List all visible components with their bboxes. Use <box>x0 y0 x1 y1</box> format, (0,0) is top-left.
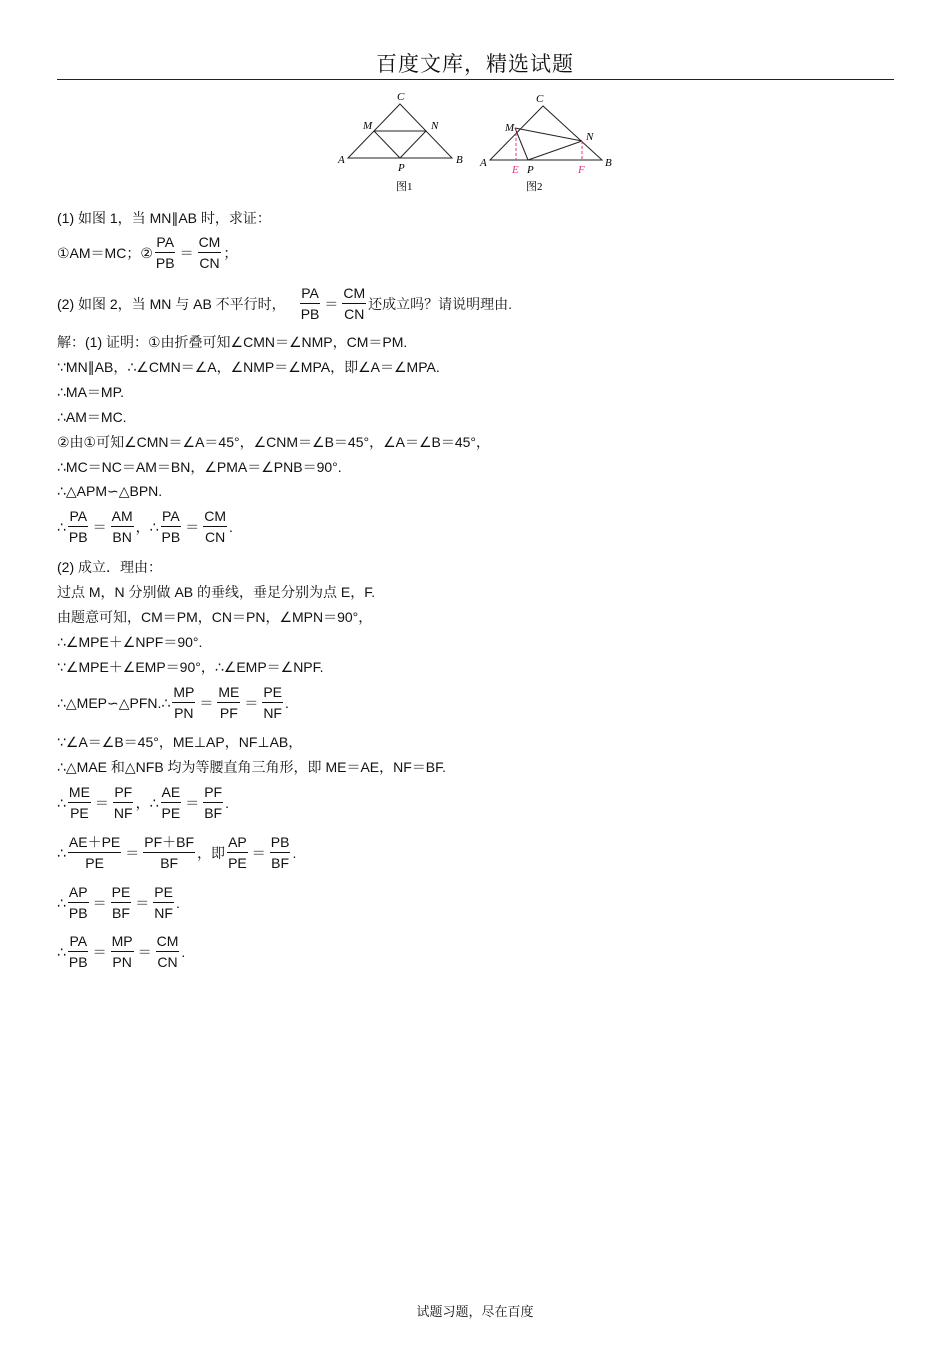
fraction: $\frac{CM}{CN}$ <box>156 933 179 970</box>
fraction: $\frac{AM}{BN}$ <box>111 508 133 545</box>
question-2: (2) 如图 2，当 MN 与 AB 不平行时， $\frac{PA}{PB}$ ＝ $\frac{CM}{CN}$ 还成立吗？请说明理由. <box>57 285 513 322</box>
fraction: $\frac{ME}{PE}$ <box>68 784 90 821</box>
solution-line-9: (2) 成立．理由： <box>57 559 162 575</box>
fraction-pa-pb: $\frac{PA}{PB}$ <box>155 234 175 271</box>
figure2-label-a: A <box>480 157 487 169</box>
fraction: $\frac{PF}{BF}$ <box>204 784 223 821</box>
fraction: $\frac{ME}{PF}$ <box>218 684 240 721</box>
fraction: $\frac{PA}{PB}$ <box>68 933 88 970</box>
fraction: $\frac{MP}{PN}$ <box>173 684 195 721</box>
fraction-cm-cn: $\frac{CM}{CN}$ <box>198 234 221 271</box>
figure2-segment-np <box>528 141 582 160</box>
solution-line-3: ∴MA＝MP. <box>57 384 124 400</box>
figure2-label-c: C <box>536 93 544 105</box>
page-header-title: 百度文库，精选试题 <box>376 52 574 76</box>
solution-line-11: 由题意可知，CM＝PM，CN＝PN，∠MPN＝90°， <box>57 609 373 625</box>
solution-line-13: ∵∠MPE＋∠EMP＝90°，∴∠EMP＝∠NPF. <box>57 659 324 675</box>
question-2-prefix: (2) 如图 2，当 MN 与 AB 不平行时， <box>57 295 286 312</box>
solution-line-6: ∴MC＝NC＝AM＝BN，∠PMA＝∠PNB＝90°. <box>57 459 342 475</box>
header-divider <box>57 79 894 80</box>
fraction-pa-pb: $\frac{PA}{PB}$ <box>300 285 320 322</box>
figure1-segment-mp <box>374 131 400 158</box>
figure2-label-p: P <box>527 164 534 176</box>
page-footer: 试题习题，尽在百度 <box>416 1305 534 1320</box>
fraction: $\frac{CM}{CN}$ <box>204 508 226 545</box>
fraction: $\frac{PE}{NF}$ <box>154 884 173 921</box>
solution-line-10: 过点 M，N 分别做 AB 的垂线，垂足分别为点 E，F. <box>57 584 376 600</box>
fraction: $\frac{AE}{PE}$ <box>161 784 181 821</box>
solution-line-16: ∴△MAE 和△NFB 均为等腰直角三角形，即 ME＝AE，NF＝BF. <box>57 759 447 775</box>
solution-line-18: ∴ $\frac{AE+PE}{PE}$ ＝ $\frac{PF+BF}{BF}$ ，即 $\frac{AP}{PE}$ ＝ $\frac{PB}{BF}$ . <box>57 834 297 871</box>
figure2-label-m: M <box>505 122 515 134</box>
solution-line-2: ∵MN∥AB，∴∠CMN＝∠A，∠NMP＝∠MPA，即∠A＝∠MPA. <box>57 359 440 375</box>
figure1-label-a: A <box>338 154 345 166</box>
solution-line-4: ∴AM＝MC. <box>57 409 127 425</box>
claims-prefix: ①AM＝MC；② <box>57 244 153 261</box>
figure2-label-n: N <box>586 131 594 143</box>
figure1-label-b: B <box>456 154 463 166</box>
fraction: $\frac{PF}{NF}$ <box>113 784 133 821</box>
figure-2 <box>479 93 612 193</box>
solution-line-5: ②由①可知∠CMN＝∠A＝45°，∠CNM＝∠B＝45°，∠A＝∠B＝45°， <box>57 434 491 450</box>
figure1-label-c: C <box>397 91 405 103</box>
figure2-segment-mn <box>515 128 582 141</box>
solution-line-8: ∴ $\frac{PA}{PB}$ ＝ $\frac{AM}{BN}$ ，∴ $\frac{PA}{PB}$ ＝ $\frac{CM}{CN}$ . <box>57 508 233 545</box>
figure1-caption: 图1 <box>396 181 413 193</box>
fraction: $\frac{PE}{NF}$ <box>263 684 282 721</box>
solution-line-14: ∴△MEP∽△PFN.∴ $\frac{MP}{PN}$ ＝ $\frac{ME}{PF}$ ＝ $\frac{PE}{NF}$ . <box>57 684 289 721</box>
figure2-label-b: B <box>605 157 612 169</box>
fraction: $\frac{PA}{PB}$ <box>161 508 181 545</box>
fraction: $\frac{MP}{PN}$ <box>111 933 133 970</box>
solution-line-1: 解：(1) 证明：①由折叠可知∠CMN＝∠NMP，CM＝PM. <box>57 334 408 350</box>
solution-line-15: ∵∠A＝∠B＝45°，ME⊥AP，NF⊥AB， <box>57 734 303 750</box>
fraction: $\frac{AP}{PE}$ <box>228 834 247 871</box>
solution-line-19: ∴ $\frac{AP}{PB}$ ＝ $\frac{PE}{BF}$ ＝ $\frac{PE}{NF}$ . <box>57 884 180 921</box>
figure1-label-m: M <box>363 120 373 132</box>
fraction: $\frac{AE+PE}{PE}$ <box>68 834 121 871</box>
figure2-label-e: E <box>512 164 519 176</box>
figure1-label-n: N <box>431 120 439 132</box>
fraction: $\frac{PA}{PB}$ <box>68 508 88 545</box>
fraction: $\frac{PE}{BF}$ <box>111 884 131 921</box>
figure2-label-f: F <box>578 164 585 176</box>
solution-line-20: ∴ $\frac{PA}{PB}$ ＝ $\frac{MP}{PN}$ ＝ $\frac{CM}{CN}$ . <box>57 933 186 970</box>
question-1: (1) 如图 1，当 MN∥AB 时，求证： <box>57 210 271 226</box>
figure2-segment-mp <box>515 128 528 160</box>
geometry-figures <box>330 88 620 198</box>
question-1-claims: ①AM＝MC；② $\frac{PA}{PB}$ ＝ $\frac{CM}{CN}$ ； <box>57 234 238 271</box>
figure1-segment-np <box>400 131 426 158</box>
fraction: $\frac{PB}{BF}$ <box>270 834 290 871</box>
fraction: $\frac{AP}{PB}$ <box>68 884 88 921</box>
solution-line-12: ∴∠MPE＋∠NPF＝90°. <box>57 634 203 650</box>
fraction-cm-cn: $\frac{CM}{CN}$ <box>343 285 366 322</box>
figure2-caption: 图2 <box>526 181 543 193</box>
figure-1 <box>337 91 463 193</box>
solution-line-17: ∴ $\frac{ME}{PE}$ ＝ $\frac{PF}{NF}$ ，∴ $\frac{AE}{PE}$ ＝ $\frac{PF}{BF}$ . <box>57 784 229 821</box>
solution-line-7: ∴△APM∽△BPN. <box>57 483 163 499</box>
fraction: $\frac{PF+BF}{BF}$ <box>144 834 195 871</box>
figure1-label-p: P <box>398 162 405 174</box>
